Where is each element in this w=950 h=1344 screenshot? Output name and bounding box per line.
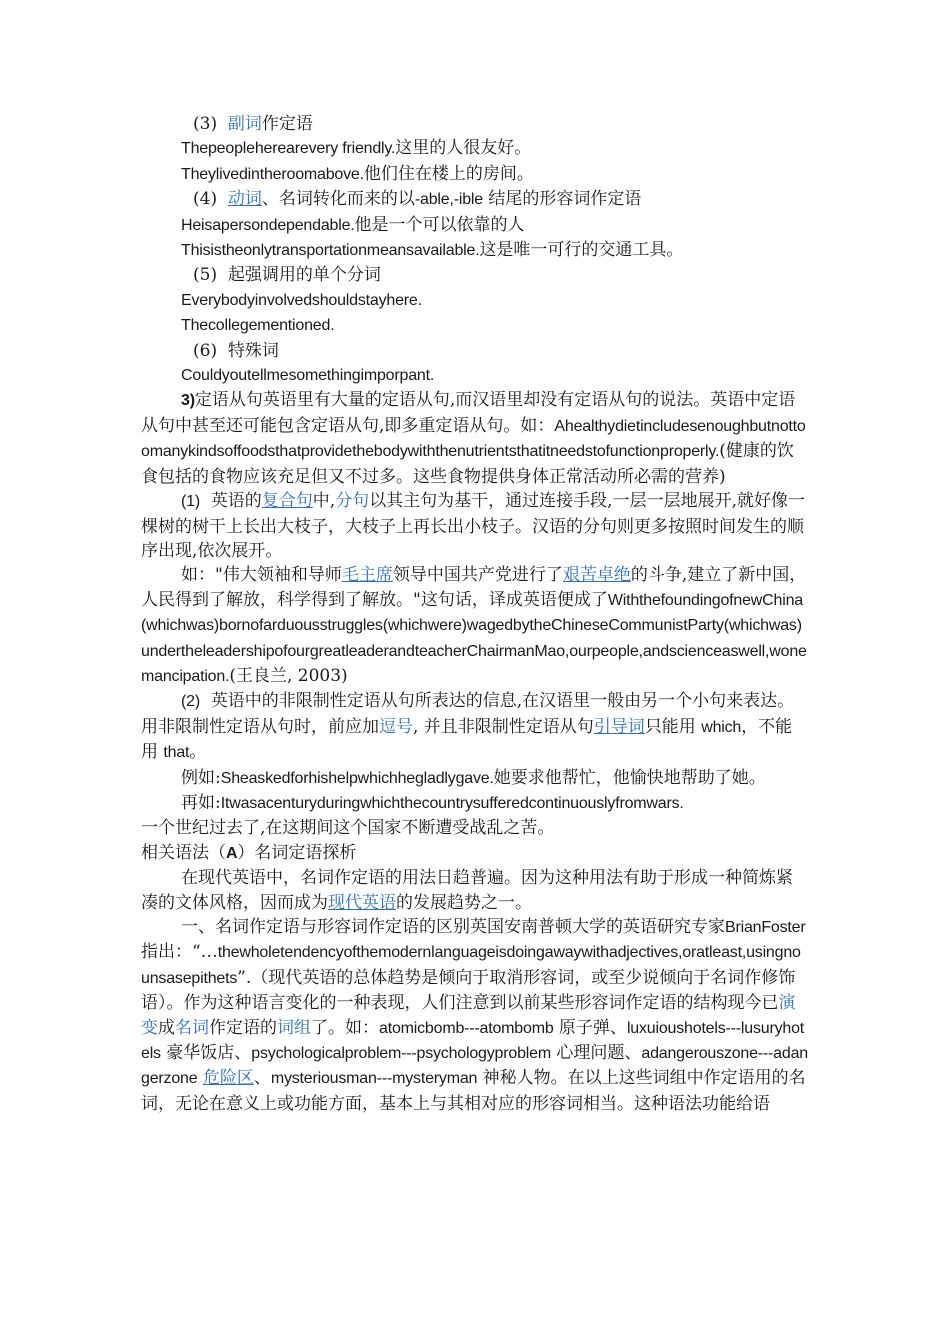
subheading-6 — [141, 339, 809, 363]
example-sentence — [141, 313, 809, 338]
english-text: luxuioushotels---lusuryhotels — [141, 1019, 805, 1063]
paragraph-text: 成 — [158, 1017, 175, 1038]
item-number: (6) — [193, 340, 218, 361]
link-arduous[interactable]: 艰苦卓绝 — [562, 565, 631, 586]
subheading-3 — [141, 112, 809, 136]
example-sentence — [141, 136, 809, 161]
chinese-text: 他们住在楼上的房间。 — [363, 163, 534, 184]
citation: (王良兰, 2003) — [229, 665, 348, 686]
paragraph-text: 再如: — [181, 792, 221, 813]
link-phrase[interactable]: 词组 — [277, 1017, 311, 1038]
paragraph-text: 定语从句英语里有大量的定语从句,而汉语里却没有定语从句的说法。英语中定语从句中甚至还可能包含定语从句,即多重定语从句。如： — [141, 390, 796, 436]
english-text: Ahealthydietincludesenoughbutnottoomanykindsoffoodsthatprovidethebodywiththenutrientsthatitneedstofunctionproperly. — [141, 417, 806, 461]
heading-text: 相关语法（ — [141, 842, 226, 863]
paragraph-text: 只能用 — [644, 716, 702, 737]
paragraph-text: 如："伟大领袖和导师 — [181, 565, 342, 586]
subheading-4 — [141, 187, 809, 212]
item-number: (4) — [193, 189, 218, 210]
suffix-text: -able,-ible — [414, 191, 483, 209]
english-text: atomicbomb---atombomb — [379, 1019, 554, 1037]
english-text: mysteriousman---mysteryman — [270, 1070, 478, 1088]
english-text: Thisistheonlytransportationmeansavailable. — [181, 242, 480, 260]
link-relative-pronoun[interactable]: 引导词 — [593, 716, 645, 737]
example-sentence — [141, 238, 809, 263]
english-text: Theylivedintheroomabove. — [181, 165, 364, 183]
heading-text: ）名词定语探析 — [237, 842, 357, 863]
paragraph-text: 了。如： — [311, 1017, 379, 1038]
subheading-text: 、名词转化而来的以 — [261, 189, 415, 210]
paragraph-text: 在现代英语中，名词作定语的用法日趋普遍。因为这种用法有助于形成一种简炼紧凑的文体风格，因而成为 — [141, 868, 793, 913]
example-sentence — [141, 213, 809, 238]
paragraph-noun-modifier — [141, 866, 809, 915]
paragraph-brian-foster — [141, 915, 809, 1116]
english-text: Thepeopleherearevery friendly. — [181, 140, 396, 158]
link-danger-zone[interactable]: 危险区 — [202, 1068, 254, 1089]
paragraph-text: 。 — [189, 742, 207, 763]
link-noun[interactable]: 名词 — [175, 1017, 209, 1038]
paragraph-text: ，不能用 — [141, 716, 793, 763]
paragraph-text: 指出：“… — [141, 942, 218, 963]
paragraph-text: 领导中国共产党进行了 — [392, 565, 563, 586]
english-text: Heisapersondependable. — [181, 216, 355, 234]
english-text: Sheaskedforhishelpwhichhegladlygave. — [220, 769, 494, 787]
english-text: WiththefoundingofnewChina(whichwas)bornofarduousstruggles(whichwere)wagedbytheChineseCommunistParty(whichwas)undertheleadershipofourgreatleaderandteacherChairmanMao,ourpeople,andscienceaswell,wonemancipation. — [141, 591, 807, 685]
section-number: 3) — [181, 392, 195, 410]
paragraph-text: 的发展趋势之一。 — [396, 892, 532, 913]
paragraph-text: (健康的饮食包括的食物应该充足但又不过多。这些食物提供身体正常活动所必需的营养) — [141, 441, 794, 487]
paragraph-text: 心理问题、 — [550, 1043, 642, 1064]
link-evolve[interactable]: 演变 — [141, 993, 796, 1038]
link-compound-sentence[interactable]: 复合句 — [261, 491, 313, 512]
chinese-text: 这是唯一可行的交通工具。 — [479, 240, 684, 261]
item-number: (5) — [193, 265, 218, 286]
example-sentence — [141, 288, 809, 313]
link-clause[interactable]: 分句 — [335, 491, 370, 512]
item-number: (2) — [181, 693, 200, 711]
paragraph-text: 、 — [253, 1068, 271, 1089]
paragraph-text: , 并且非限制性定语从句 — [413, 716, 594, 737]
link-chairman-mao[interactable]: 毛主席 — [341, 565, 393, 586]
english-text: adangerouszone---adangerzone — [141, 1045, 808, 1088]
paragraph-text: 例如: — [181, 767, 221, 788]
english-text: Couldyoutellmesomethingimporpant. — [181, 367, 435, 385]
english-text: Thecollegementioned. — [181, 317, 335, 335]
paragraph-relative-clause — [141, 388, 809, 489]
link-verb[interactable]: 动词 — [227, 189, 262, 210]
paragraph-text: ”.（现代英语的总体趋势是倾向于取消形容词，或至少说倾向于名词作修饰语）。作为这种语言变化的一种表现，人们注意到以前某些形容词作定语的结构现今已 — [141, 967, 796, 1014]
chinese-text: 她要求他帮忙，他愉快地帮助了她。 — [493, 767, 766, 788]
paragraph-example-1 — [141, 766, 809, 791]
paragraph-text: 英语中的非限制性定语从句所表达的信息,在汉语里一般由另一个小句来表达。用非限制性定语从句时，前应加 — [141, 691, 795, 737]
link-adverb[interactable]: 副词 — [227, 114, 262, 134]
link-modern-english[interactable]: 现代英语 — [328, 892, 396, 913]
document-body — [141, 112, 809, 1116]
english-text: BrianFoster — [725, 919, 806, 936]
paragraph-text: 的斗争,建立了新中国，人民得到了解放，科学得到了解放。"这句话，译成英语便成了 — [141, 565, 807, 610]
paragraph-text: 一、名词作定语与形容词作定语的区别英国安南普顿大学的英语研究专家 — [181, 917, 725, 937]
subheading-text: 特殊词 — [227, 340, 279, 361]
paragraph-nonrestrictive — [141, 689, 809, 765]
paragraph-text: 豪华饭店、 — [160, 1043, 252, 1064]
english-text: Itwasacenturyduringwhichthecountrysufferedcontinuouslyfromwars. — [220, 794, 684, 812]
english-word: which — [701, 718, 742, 736]
paragraph-compound-sentence — [141, 489, 809, 563]
item-number: (3) — [193, 114, 218, 134]
paragraph-translation-example — [141, 563, 809, 689]
example-sentence — [141, 162, 809, 187]
paragraph-text: 作定语的 — [209, 1017, 277, 1038]
subheading-text: 作定语 — [261, 114, 313, 134]
subheading-5 — [141, 263, 809, 287]
link-comma[interactable]: 逗号 — [379, 716, 413, 737]
heading-letter: A — [226, 844, 238, 862]
paragraph-text: 原子弹、 — [553, 1017, 627, 1038]
english-text: Everybodyinvolvedshouldstayhere. — [181, 291, 422, 309]
english-word: that — [163, 744, 190, 762]
example-sentence — [141, 363, 809, 388]
section-heading — [141, 841, 809, 866]
chinese-text: 一个世纪过去了,在这期间这个国家不断遭受战乱之苦。 — [141, 818, 555, 839]
subheading-text: 起强调用的单个分词 — [227, 265, 381, 286]
english-text: thewholetendencyofthemodernlanguageisdoingawaywithadjectives,oratleast,usingnounsasepithets — [141, 944, 801, 987]
paragraph-text: 以其主句为基干，通过连接手段,一层一层地展开,就好像一棵树的树干上长出大枝子，大枝子上再长出小枝子。汉语的分句则更多按照时间发生的顺序出现,依次展开。 — [141, 491, 805, 561]
item-number: (1) — [181, 493, 200, 511]
paragraph-example-2 — [141, 791, 809, 841]
chinese-text: 这里的人很友好。 — [395, 138, 532, 159]
paragraph-text: 神秘人物。在以上这些词组中作定语用的名词，无论在意义上或功能方面，基本上与其相对应的形容词相当。这种语法功能给语 — [141, 1068, 806, 1114]
paragraph-text: 英语的 — [210, 491, 262, 512]
paragraph-text: 中, — [312, 491, 336, 512]
chinese-text: 他是一个可以依靠的人 — [354, 214, 525, 235]
english-text: psychologicalproblem---psychologyproblem — [251, 1045, 551, 1063]
subheading-text: 结尾的形容词作定语 — [482, 189, 642, 210]
